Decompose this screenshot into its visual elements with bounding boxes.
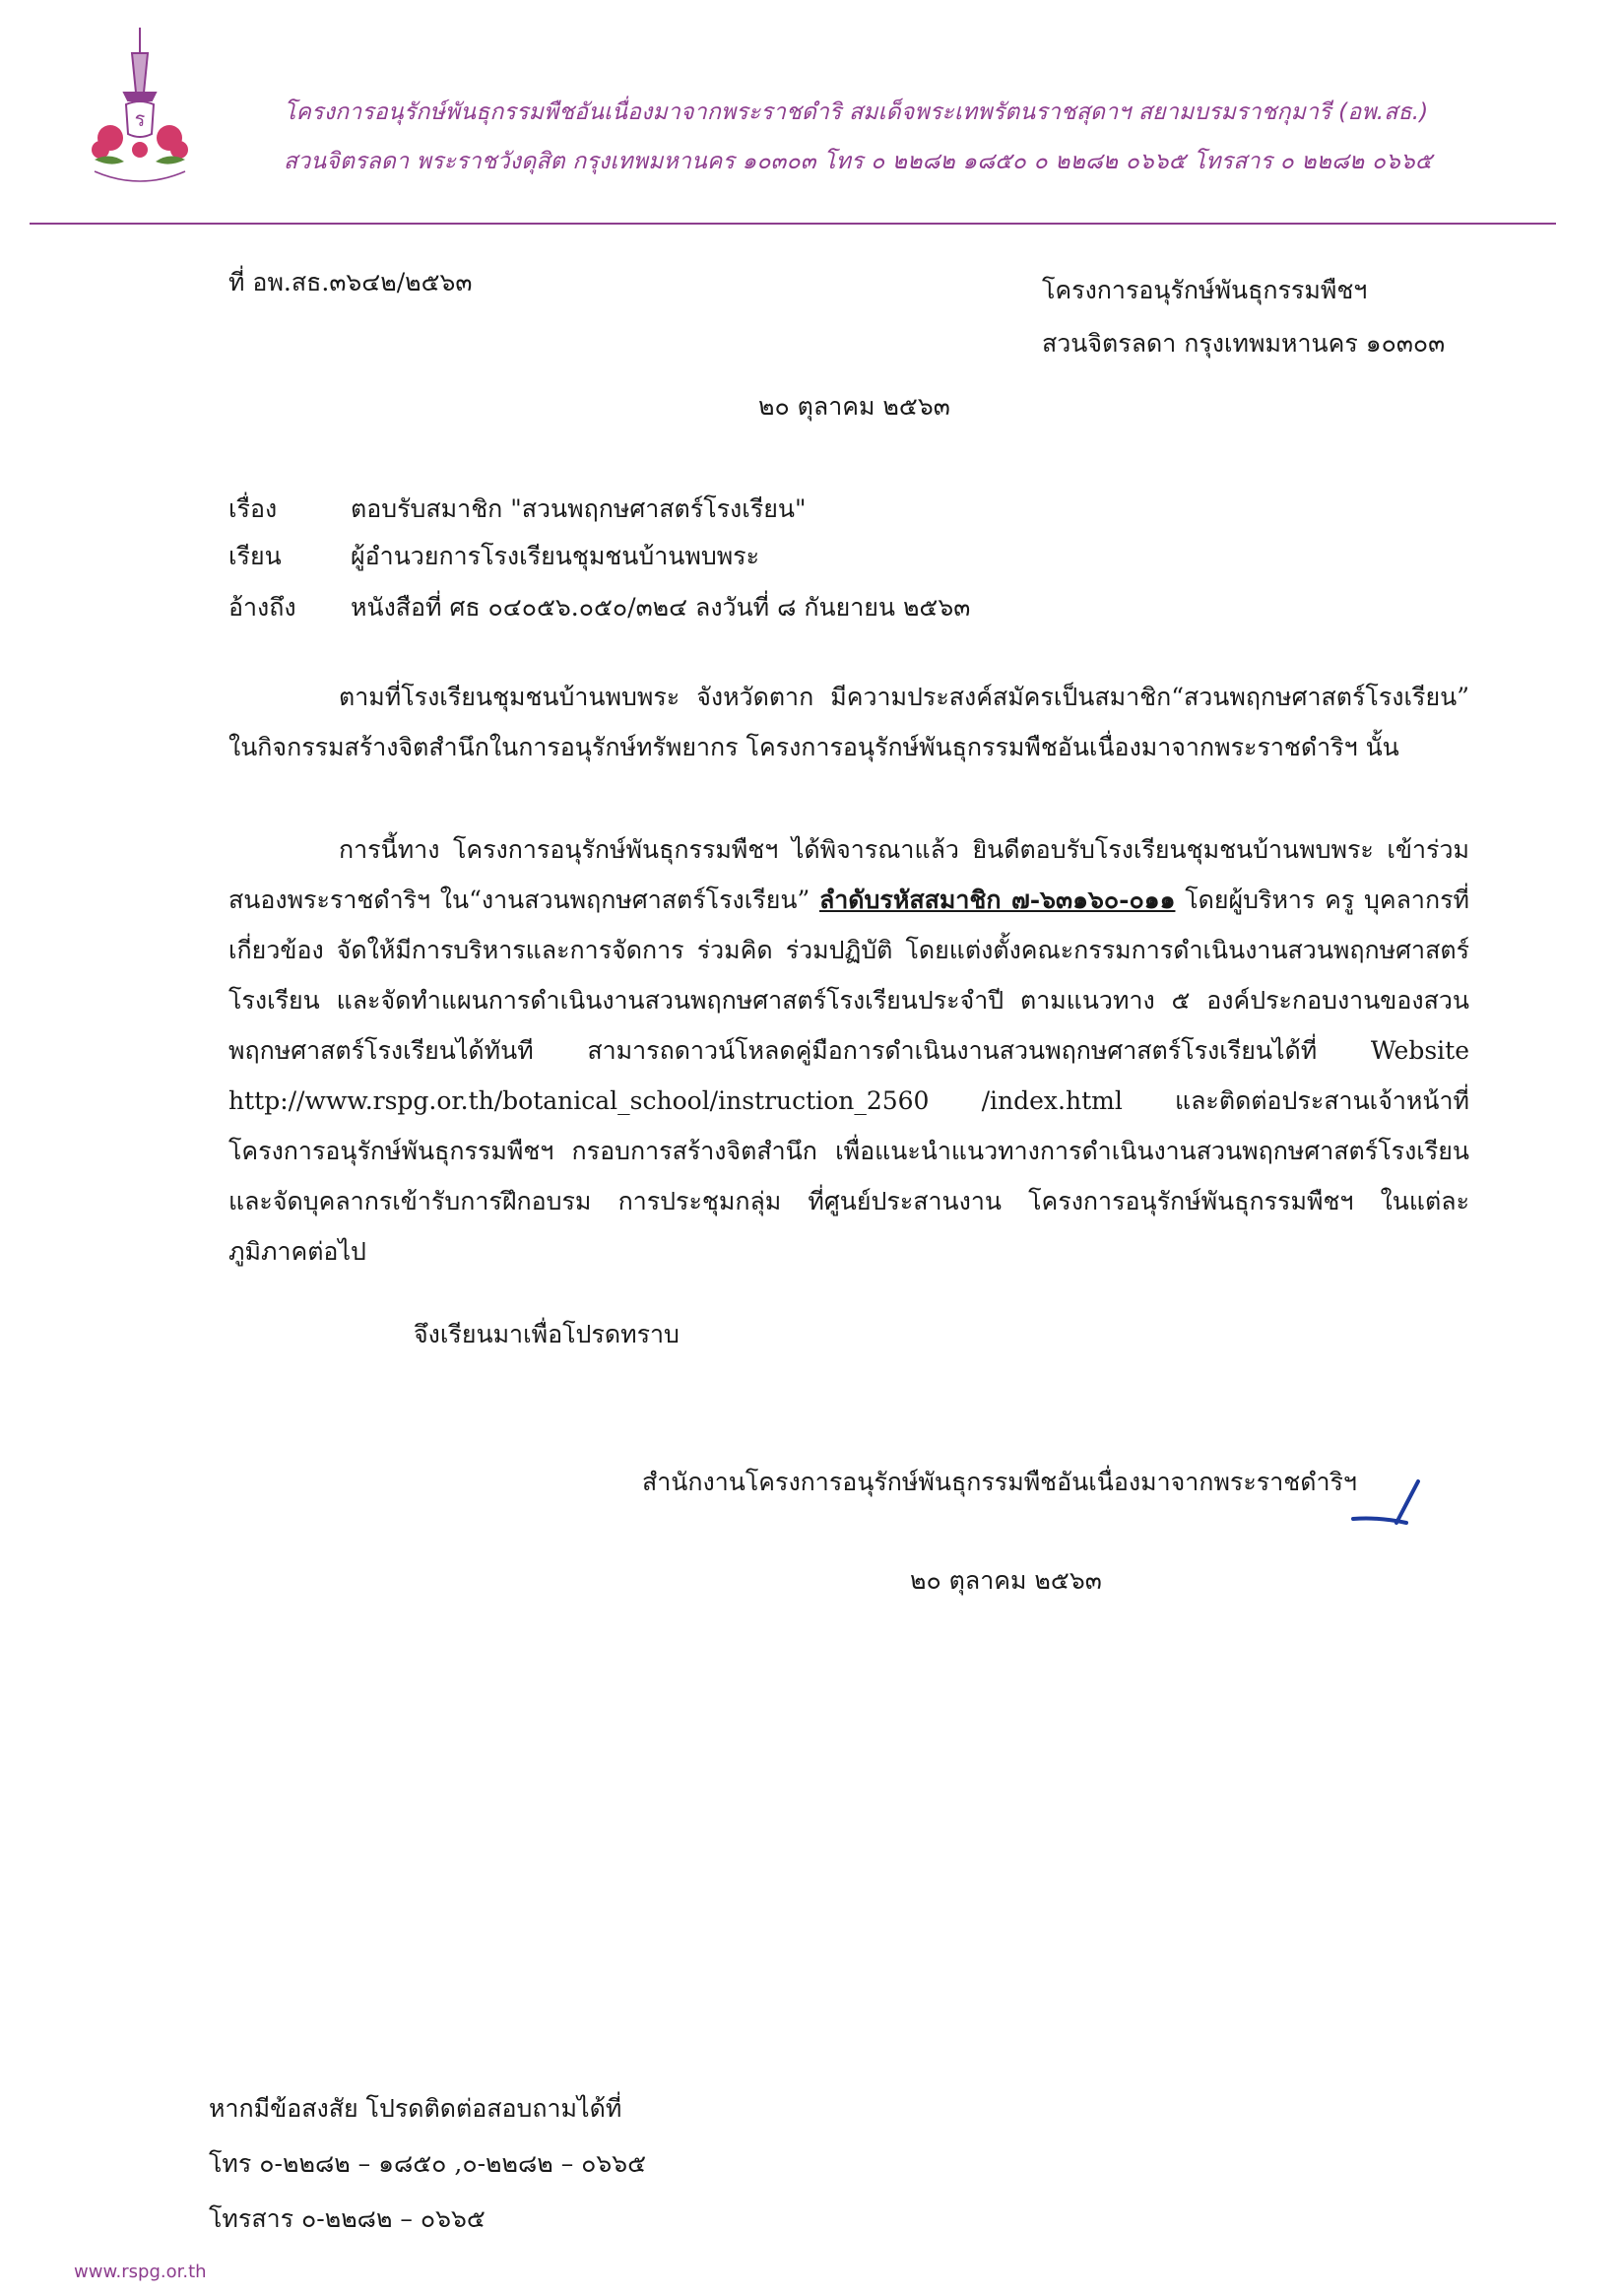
- paragraph-2-text-b: โดยผู้บริหาร ครู บุคลากรที่เกี่ยวข้อง จัดให้มีการบริหารและการจัดการ ร่วมคิด ร่วมปฏิบัติ โดยแต่งตั้งคณะกรรมการดำเนินงานสวนพฤกษศาสตร์โรงเรียน และจัดทำแผนการดำเนินงานสวนพฤกษศาสตร์โรงเรียนประจำปี ตามแนวทาง ๕ องค์ประกอบงานของสวนพฤกษศาสตร์โรงเรียนได้ทันที สามารถดาวน์โหลดคู่มือการดำเนินงานสวนพฤกษศาสตร์โรงเรียนได้ที่ Website http://www.rspg.or.th/botanical_school/instruction_2560 /index.html และติดต่อประสานเจ้าหน้าที่ โครงการอนุรักษ์พันธุกรรมพืชฯ กรอบการสร้างจิตสำนึก เพื่อแนะนำแนวทางการดำเนินงานสวนพฤกษศาสตร์โรงเรียน และจัดบุคลากรเข้ารับการฝึกอบรม การประชุมกลุ่ม ที่ศูนย์ประสานงาน โครงการอนุรักษ์พันธุกรรมพืชฯ ในแต่ละภูมิภาคต่อไป: [228, 886, 1469, 1266]
- contact-fax: โทรสาร ๐-๒๒๘๒ – ๐๖๖๕: [209, 2204, 486, 2233]
- contact-phone: โทร ๐-๒๒๘๒ – ๑๘๕๐ ,๐-๒๒๘๒ – ๐๖๖๕: [209, 2149, 647, 2178]
- signature-date: ๒๐ ตุลาคม ๒๕๖๓: [910, 1566, 1102, 1595]
- contact-heading: หากมีข้อสงสัย โปรดติดต่อสอบถามได้ที่: [209, 2094, 622, 2123]
- member-code: ลำดับรหัสสมาชิก ๗-๖๓๑๖๐-๐๑๑: [818, 886, 1176, 914]
- header-divider: [30, 223, 1556, 225]
- paragraph-2-text-a: การนี้ทาง โครงการอนุรักษ์พันธุกรรมพืชฯ ได้พิจารณาแล้ว ยินดีตอบรับโรงเรียนชุมชนบ้านพบพระ เข้าร่วมสนองพระราชดำริฯ ใน“งานสวนพฤกษศาสตร์โรงเรียน”: [228, 835, 1469, 914]
- reference-label: อ้างถึง: [228, 593, 296, 622]
- sender-org-line-1: โครงการอนุรักษ์พันธุกรรมพืชฯ: [1042, 276, 1368, 304]
- letter-date: ๒๐ ตุลาคม ๒๕๖๓: [758, 392, 950, 421]
- letterhead-line-2: สวนจิตรลดา พระราชวังดุสิต กรุงเทพมหานคร ๑๐๓๐๓ โทร ๐ ๒๒๘๒ ๑๘๕๐ ๐ ๒๒๘๒ ๐๖๖๕ โทรสาร ๐ ๒๒๘๒ ๐๖๖๕: [284, 149, 1433, 174]
- signature-org: สำนักงานโครงการอนุรักษ์พันธุกรรมพืชอันเนื่องมาจากพระราชดำริฯ: [642, 1468, 1357, 1496]
- sender-org-line-2: สวนจิตรลดา กรุงเทพมหานคร ๑๐๓๐๓: [1042, 329, 1446, 358]
- subject-value: ตอบรับสมาชิก "สวนพฤกษศาสตร์โรงเรียน": [351, 494, 807, 523]
- signature-mark: [1349, 1466, 1438, 1535]
- recipient-value: ผู้อำนวยการโรงเรียนชุมชนบ้านพบพระ: [351, 542, 760, 570]
- subject-label: เรื่อง: [228, 494, 278, 523]
- reference-number: ที่ อพ.สธ.๓๖๔๒/๒๕๖๓: [228, 268, 473, 296]
- closing-line: จึงเรียนมาเพื่อโปรดทราบ: [414, 1320, 680, 1348]
- letterhead-line-1: โครงการอนุรักษ์พันธุกรรมพืชอันเนื่องมาจากพระราชดำริ สมเด็จพระเทพรัตนราชสุดาฯ สยามบรมราชกุมารี (อพ.สธ.): [284, 99, 1429, 125]
- reference-value: หนังสือที่ ศธ ๐๔๐๕๖.๐๕๐/๓๒๔ ลงวันที่ ๘ กันยายน ๒๕๖๓: [351, 593, 971, 622]
- svg-text:ร: ร: [134, 107, 146, 131]
- recipient-label: เรียน: [228, 542, 282, 570]
- body-paragraph-1: [228, 672, 1469, 772]
- website-link[interactable]: www.rspg.or.th: [74, 2262, 207, 2282]
- paragraph-1-text: ตามที่โรงเรียนชุมชนบ้านพบพระ จังหวัดตาก มีความประสงค์สมัครเป็นสมาชิก“สวนพฤกษศาสตร์โรงเรียน” ในกิจกรรมสร้างจิตสำนึกในการอนุรักษ์ทรัพยากร โครงการอนุรักษ์พันธุกรรมพืชอันเนื่องมาจากพระราชดำริฯ นั้น: [228, 683, 1469, 761]
- rspg-logo: [81, 24, 199, 191]
- body-paragraph-2: [228, 824, 1469, 1277]
